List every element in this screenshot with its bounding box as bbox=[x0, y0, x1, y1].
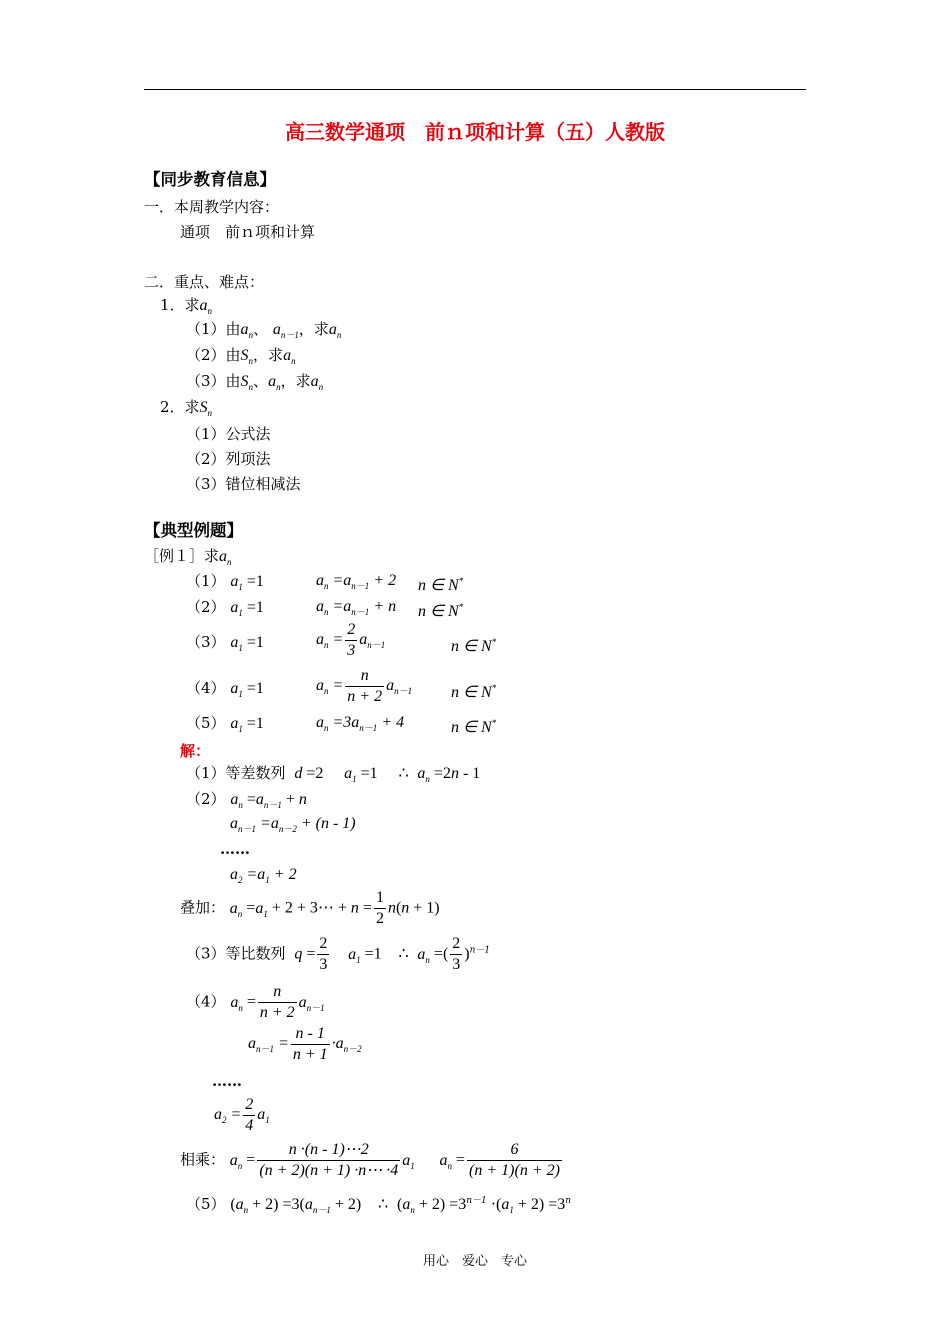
case-4: （4） $a_1 =1$ bbox=[186, 679, 264, 699]
case-3-formula: $a_n$ = $\frac{2}{3}$ $a_{n-1}$ bbox=[316, 621, 386, 659]
case-5-formula: $a_n =3a_{n-1} + 4$ bbox=[316, 714, 405, 733]
case-2-domain: n ∈ N* bbox=[418, 602, 464, 620]
solution-2-ellipsis: …… bbox=[220, 840, 250, 858]
key-point-2-1: （1）公式法 bbox=[186, 425, 271, 443]
case-3: （3） $a_1 =1$ bbox=[186, 633, 264, 653]
case-5-label: （5） bbox=[186, 714, 226, 732]
example-1-label: ［例１］求$a_n$ bbox=[144, 547, 232, 567]
case-4-label: （4） bbox=[186, 679, 226, 697]
example-1-label-text: ［例１］求 bbox=[144, 547, 220, 565]
solution-2: （2） $a_n =a_{n-1} + n$ bbox=[186, 790, 307, 810]
case-4-formula: $a_n$ = $\frac{n}{n + 2}$ $a_{n-1}$ bbox=[316, 667, 413, 705]
page-footer: 用心 爱心 专心 bbox=[422, 1254, 527, 1269]
content-item-2: 二．重点、难点： bbox=[144, 273, 265, 291]
key-point-2-2: （2）列项法 bbox=[186, 450, 271, 468]
solution-4-label: （4） bbox=[186, 992, 226, 1011]
solution-4-base: $a_2$ = $\frac{2}{4}$ $a_1$ bbox=[214, 1096, 270, 1134]
case-4-domain: n ∈ N* bbox=[451, 683, 497, 701]
solution-3: （3）等比数列 q = $\frac{2}{3}$ $a_1 =1$ ∴ $a_n$ =( $\frac{2}{3}$ )$^{n-1}$ bbox=[186, 935, 491, 973]
header-rule bbox=[144, 89, 806, 90]
case-2: （2） $a_1 =1$ bbox=[186, 598, 264, 618]
solution-2-sum: 叠加： $a_n =a_1 + 2$ + 3⋯ + n = $\frac{1}{2}$ n(n + 1) bbox=[180, 889, 440, 927]
key-point-1-3-label: （3）由 bbox=[186, 372, 241, 390]
content-item-1-detail: 通项 前ｎ项和计算 bbox=[180, 223, 316, 241]
key-point-1-1-label: （1）由 bbox=[186, 320, 241, 338]
solution-4-product: 相乘： $a_n$ = $\frac{n \cdot(n - 1)\cdots 2}{(n + 2)(n + 1) \cdot n\cdots \cdot 4}$ $a_1$ $a_n$ = $\frac{6}{(n + 1)(n + 2)}$ bbox=[180, 1141, 560, 1179]
solution-4-ellipsis: …… bbox=[212, 1072, 242, 1090]
key-point-2: 2．求$S_n$ bbox=[160, 398, 213, 418]
case-5: （5） $a_1 =1$ bbox=[186, 714, 264, 734]
case-2-label: （2） bbox=[186, 598, 226, 616]
solution-4-step: $a_{n-1}$ = $\frac{n - 1}{n + 1}$ $\cdot a_{n-2}$ bbox=[248, 1025, 362, 1063]
product-label: 相乘： bbox=[180, 1150, 226, 1169]
solution-1-text: （1）等差数列 bbox=[186, 764, 286, 782]
case-1: （1） $a_1 =1$ bbox=[186, 572, 264, 592]
case-5-domain: n ∈ N* bbox=[451, 718, 497, 736]
case-1-label: （1） bbox=[186, 572, 226, 590]
key-point-1-2-label: （2）由 bbox=[186, 346, 241, 364]
solution-2-step: $a_{n-1} =a_{n-2} + (n - 1)$ bbox=[230, 815, 356, 834]
solution-4: （4） $a_n$ = $\frac{n}{n + 2}$ $a_{n-1}$ bbox=[186, 983, 325, 1021]
solution-2-base: $a_2 =a_1 + 2$ bbox=[230, 866, 297, 885]
key-point-1: 1．求$a_n$ bbox=[160, 296, 213, 316]
solution-5: （5） $(a_n + 2) =3(a_{n-1} + 2)$ ∴ $(a_n + 2) =3^{n-1} \cdot(a_1 + 2) =3^n$ bbox=[186, 1195, 572, 1215]
key-point-2-label: 2．求 bbox=[160, 398, 200, 416]
section-heading-sync: 【同步教育信息】 bbox=[144, 170, 276, 189]
solution-label: 解： bbox=[180, 742, 211, 760]
case-2-formula: $a_n =a_{n-1} + n$ bbox=[316, 598, 397, 617]
section-heading-examples: 【典型例题】 bbox=[144, 521, 243, 540]
solution-5-label: （5） bbox=[186, 1195, 226, 1213]
solution-2-label: （2） bbox=[186, 790, 226, 808]
solution-3-text: （3）等比数列 bbox=[186, 944, 286, 963]
key-point-1-1: （1）由$a_n$、 $a_{n-1}$，求$a_n$ bbox=[186, 320, 342, 340]
case-3-domain: n ∈ N* bbox=[451, 637, 497, 655]
sum-label: 叠加： bbox=[180, 898, 226, 917]
solution-1: （1）等差数列 d =2 $a_1 =1$ ∴ $a_n =2n - 1$ bbox=[186, 764, 481, 784]
page-title: 高三数学通项 前ｎ项和计算（五）人教版 bbox=[285, 120, 665, 144]
case-1-domain: n ∈ N* bbox=[418, 576, 464, 594]
key-point-1-3: （3）由$S_n$、$a_n$，求$a_n$ bbox=[186, 372, 324, 392]
case-1-formula: $a_n =a_{n-1} + 2$ bbox=[316, 572, 397, 591]
key-point-1-label: 1．求 bbox=[160, 296, 200, 314]
key-point-2-3: （3）错位相减法 bbox=[186, 475, 301, 493]
content-item-1: 一．本周教学内容： bbox=[144, 198, 280, 216]
case-3-label: （3） bbox=[186, 633, 226, 651]
key-point-1-2: （2）由$S_n$，求$a_n$ bbox=[186, 346, 296, 366]
